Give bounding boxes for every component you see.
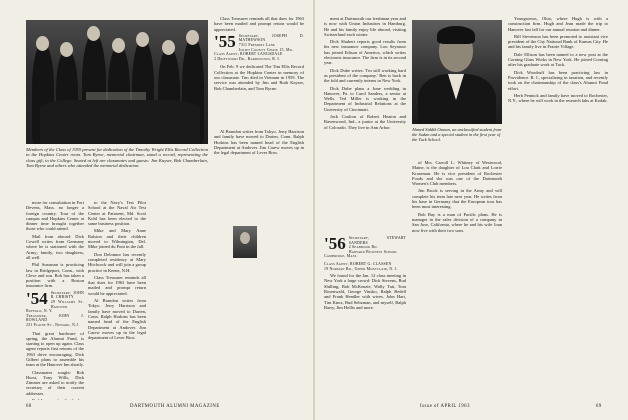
page-number-right: 69 bbox=[596, 404, 602, 409]
right-column-c bbox=[508, 16, 608, 400]
portrait-caption: Ahmed Siddik Osman, an unclassified student from the Sudan and a special student in the first year of the Tuck School. bbox=[412, 127, 502, 143]
class-56-section bbox=[324, 236, 406, 259]
paragraph: Class Treasurer reminds all that dues for 1963 have been mailed and prompt return would be appreciated. bbox=[214, 16, 304, 32]
right-column-a bbox=[324, 16, 406, 186]
paragraph: Dick Woodruff has been practicing law in Providence. R. I., specializing in taxation, and recently took on the chairmanship of the class's Alumni Fund effort. bbox=[508, 69, 608, 91]
class-secretary-portrait bbox=[233, 226, 257, 258]
paragraph bbox=[26, 398, 84, 400]
paragraph: ment at Dartmouth our freshman year and is now with Union Industries in Hamburg. He and his family enjoy life abroad, visiting Switzerland each winter. bbox=[324, 16, 406, 37]
photo-caption: Members of the Class of 1955 present for dedication of the Timothy Wright Ellis Record Collection in the Hopkins Center room. Tom Byrne, memorial chairman, stand a record, representing the class gift, to the College. Seated at left are classmates and guests: Jim Kayser, Bob Chamberlain, Tom Byrne and others who attended the memorial dedication. bbox=[26, 147, 208, 169]
class-55-section bbox=[214, 34, 304, 62]
paragraph: Jack Coulton of Robert Heaton and Ravenwood, Ind., a junior at the University of Colorado. They live in Ann Arbor. bbox=[324, 114, 406, 130]
paragraph: Don Delonnor has recently completed residency at Mary Hitchcock and will join a group practice in Keene, N.H. bbox=[88, 251, 146, 273]
paragraph: to the Navy's Test Pilot School at the Naval Air Test Center at Patuxent, Md. Scott Kohl has been elected to the same business position. bbox=[88, 200, 146, 227]
right-column-b bbox=[412, 160, 502, 400]
paragraph: Phil Sussman is practicing law in Bridgeport, Conn., with Cleve and son. Bob has taken a position with a Boston insurance firm. bbox=[26, 262, 84, 289]
paragraph: Class Treasurer reminds all that dues for 1963 have been mailed and prompt return would be appreciated. bbox=[88, 274, 146, 296]
paragraph: Bob Bay is a man of Pacific plans. He is manager in the sales division of a company in San Jose, California, where he and his wife Joan now live with their two sons. bbox=[412, 211, 502, 233]
paragraph: of Mrs. Carroll L. Whitney of Westwood, Maine, is the daughter of Lou Clark and Lorrie Kraseman. He is vice president of Rochester Foods and she was one of the Dartmouth Women's Club members. bbox=[412, 160, 502, 187]
secretary-address: Secretary, JOSEPH D. MATHEWSON 7311 Fremont Lane Joliet County Chase 15, Md. bbox=[238, 33, 304, 52]
treasurer-address: Class Agent, ROBERT G. CLASSEN 19 Norman Rd., Upper Montclair, N. J. bbox=[324, 261, 398, 271]
left-column-c bbox=[214, 16, 304, 400]
paragraph: more for consultation in Fort Devens, Mass. no longer a foreign country. Tour of the campus and Hopkins Center at dinner time brought together those who could attend. bbox=[26, 200, 84, 232]
right-column-a-lower bbox=[324, 236, 406, 400]
paragraph: Classmates sought: Bob Hurst, Tony Wills, Dick Zimmer are asked to notify the secretary of their current addresses. bbox=[26, 369, 84, 396]
paragraph: Mike and Mary Anne Ralston and their children moved to Wilmington, Del. Mike joined du Pont in the fall. bbox=[88, 228, 146, 250]
paragraph: We found for the Jan. 12 class meeting in New York a large crowd: Dick Stevens, Bud Shilling, Bob McKenzie, Wally Tutt, Tom Rosenwald, George Vinsko, Ralph Bedell and Frank Hendler with wives. John Hart, Tim Knox, Bud Seltzman, and myself, Ralph Barry, Jim Hollis and more. bbox=[324, 273, 406, 310]
class-photo bbox=[26, 20, 208, 144]
treasurer-address: Class Agent, ROBERT LANGSDALE 2 Driftwood Dr., Barrington, R. I. bbox=[214, 52, 283, 61]
class-number: '56 bbox=[324, 236, 346, 253]
student-portrait bbox=[412, 20, 502, 124]
paragraph: Youngstown, Ohio, where Hugh is with a construction firm. Hugh and Jean made the trip to Hanover last fall for our annual reunion and dinner. bbox=[508, 16, 608, 32]
magazine-title: DARTMOUTH ALUMNI MAGAZINE bbox=[130, 404, 220, 409]
paragraph: Dick Dube plans a June wedding in Hanover, Pa. to Carol Sanders, a senior at Wells. Ted Miller is working in the Department of Industrial Relations at the University of Cincinnati. bbox=[324, 85, 406, 112]
left-column-a bbox=[26, 200, 84, 400]
page-number-left: 68 bbox=[26, 404, 32, 409]
left-column-b bbox=[88, 200, 146, 400]
issue-date: Issue of APRIL 1963 bbox=[420, 404, 470, 409]
paragraph: That great hardware of spring, the Alumni Fund, is starting to open up again. Class agent reports first returns of the 1963 drive encouraging. Dick Gilbert plans to assemble his team at the Hanover Inn shortly. bbox=[26, 330, 84, 368]
paragraph: Mail from abroad: Dick Cowell writes from Germany where he is stationed with the Army; family, two daughters, all well. bbox=[26, 233, 84, 260]
paragraph: Herb Pennick and family have moved to Rochester, N.Y., where he will work in the research labs at Kodak. bbox=[508, 92, 608, 104]
paragraph: Al Brandon writes from Tokyo. Jerry Harrison and family have moved to Darien, Conn. Ralph Horkins has been named head of the English Department at Andover. Jim Carew moves up in the legal department of Lever Bros. bbox=[88, 298, 146, 341]
class-54-section bbox=[26, 291, 84, 328]
portrait-spacer bbox=[214, 93, 304, 129]
secretary-address: Secretary, JOHN R. CHRISTY 29 Williams St. Hanover Buffalo, N. Y. bbox=[26, 290, 84, 314]
class-number: '54 bbox=[26, 290, 48, 308]
paragraph: On Feb. 9 we dedicated The Tim Ellis Record Collection at the Hopkins Center in memory of our classmate. Tim died in Vietnam in 1959. The service was attended by Jim and Ruth Kayser, Bob Chamberlain, and Tom Byrne. bbox=[214, 64, 304, 91]
paragraph: Dale Ellison has been named to a new post at the Corning Glass Works in New York. He joined Corning after his graduate work at Tuck. bbox=[508, 51, 608, 68]
secretary-address: Secretary, STEWART SANDERS 2 Seabrook Rd. Harvard Business School Cambridge, Mass. bbox=[324, 236, 406, 259]
paragraph: Jim Brock is serving in the Army and will complete his term late next year. He writes from his base in Germany that the European tour has been most interesting. bbox=[412, 188, 502, 210]
paragraph: Bill Stevenson has been promoted to assistant vice president of the City National Bank of Kansas City. He and his family live in Prairie Village. bbox=[508, 33, 608, 50]
treasurer-address: Treasurer, JOHN J. ROWLAND 231 Plaine St., Newark, N.J. bbox=[26, 313, 84, 327]
gutter bbox=[313, 0, 315, 420]
paragraph: Dick Shubert reports good results from his new insurance company. Lou Seymour has joined Edison of America, which writes electronic insurance. The firm is in its second year. bbox=[324, 39, 406, 66]
paragraph: Dick Dube writes: 'I'm still working hard as president of the company.' Ben is back in the fold and currently interns in New York. bbox=[324, 67, 406, 84]
class-number: '55 bbox=[214, 33, 236, 51]
paragraph: Al Brandon writes from Tokyo. Jerry Harrison and family have moved to Darien, Conn. Ralph Horkins has been named head of the English Department at Andover. Jim Carew moves up in the legal department of Lever Bros. bbox=[214, 128, 304, 156]
